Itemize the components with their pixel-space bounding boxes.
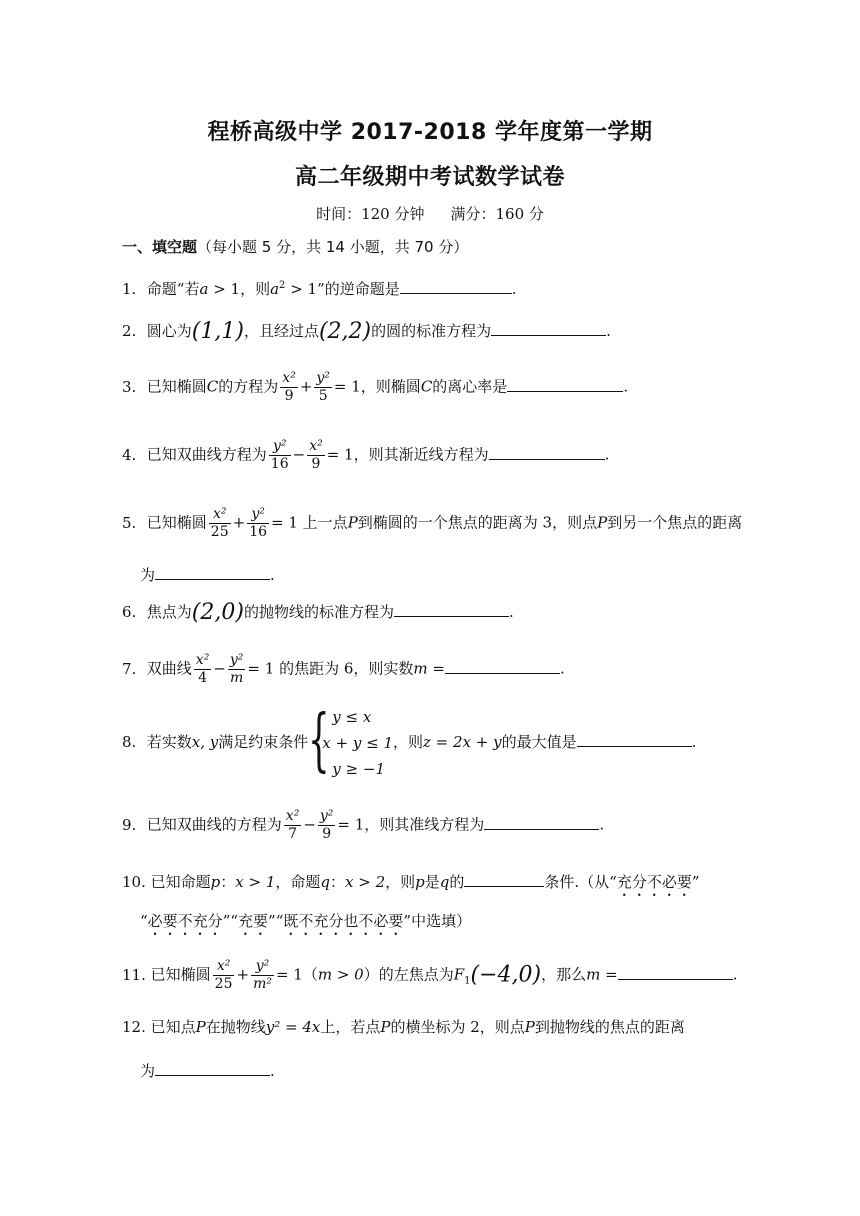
question-text: 在抛物线	[205, 1018, 266, 1036]
math-expr: x > 1	[235, 873, 276, 891]
fraction	[269, 438, 291, 473]
question-text: 已知椭圆	[150, 965, 211, 984]
fraction-denominator: 7	[288, 826, 298, 842]
fraction-numerator: x²	[282, 370, 296, 386]
answer-blank[interactable]	[577, 732, 692, 747]
constraint-line: y ≤ x	[332, 708, 372, 726]
math-var: F	[453, 965, 465, 984]
fraction-numerator: y²	[316, 370, 330, 386]
fraction-denominator: 5	[318, 388, 328, 404]
answer-blank[interactable]	[507, 377, 623, 392]
question-number: 6.	[122, 603, 137, 621]
fraction	[251, 958, 274, 993]
math-var: q	[320, 873, 331, 891]
math-var: P	[195, 1018, 206, 1036]
question-end: .	[508, 603, 514, 621]
fraction-numerator: x²	[195, 652, 210, 668]
question-text: ：	[220, 873, 236, 891]
constraint-line: x + y ≤ 1	[322, 734, 393, 752]
fraction-numerator: x²	[285, 808, 300, 824]
fraction-numerator: y²	[269, 438, 291, 456]
question-11	[122, 958, 738, 993]
math-var: a	[270, 280, 280, 298]
operator: −	[303, 815, 316, 834]
question-number: 11.	[122, 965, 146, 984]
question-text: 满足约束条件	[218, 733, 309, 751]
question-text: ，那么	[541, 965, 587, 984]
question-number: 1.	[122, 280, 137, 298]
math-var: p	[210, 873, 221, 891]
math-var: p	[415, 873, 425, 891]
question-text: ，且经过点	[243, 322, 319, 340]
math-var: P	[347, 513, 358, 532]
fraction-numerator: y²	[319, 808, 334, 824]
math-var: P	[380, 1018, 391, 1036]
fraction	[307, 438, 325, 473]
question-text: 圆心为	[146, 322, 192, 340]
fraction-denominator: 4	[198, 670, 208, 686]
math-var: P	[524, 1018, 535, 1036]
fraction-denominator: 9	[311, 456, 321, 472]
point-coord: (2,2)	[318, 319, 372, 344]
exam-title-line1: 程桥高级中学 2017-2018 学年度第一学期	[207, 120, 653, 145]
question-number: 8.	[122, 733, 137, 751]
answer-blank[interactable]	[618, 965, 733, 980]
question-text: 的抛物线的标准方程为	[243, 603, 394, 621]
question-number: 10.	[122, 873, 146, 891]
question-text: ”	[691, 873, 700, 891]
question-5-continued	[140, 564, 275, 585]
exam-score: 满分：160 分	[450, 205, 544, 223]
fraction-denominator: 16	[249, 524, 268, 540]
question-end: .	[511, 280, 517, 298]
question-text: 的离心率是	[432, 377, 508, 396]
math-var: C	[206, 377, 219, 396]
question-10-continued: “必要不充分”“充要”“既不充分也不必要”中选填）	[140, 912, 472, 930]
answer-blank[interactable]	[491, 321, 606, 336]
answer-blank[interactable]	[394, 602, 509, 617]
math-var: q	[439, 873, 450, 891]
question-5	[122, 506, 742, 541]
question-8	[122, 701, 697, 782]
question-4	[122, 438, 609, 473]
question-text: 命题“若	[146, 280, 200, 298]
question-text: = 1，则椭圆	[333, 377, 421, 396]
fraction	[213, 958, 235, 993]
section-label: 一、填空题	[122, 238, 198, 256]
exam-meta	[0, 203, 860, 224]
question-text: 双曲线	[146, 659, 192, 678]
question-text: 已知椭圆	[146, 377, 207, 396]
operator: +	[299, 377, 313, 396]
question-number: 3.	[122, 377, 137, 396]
section-note: （每小题 5 分，共 14 小题，共 70 分）	[197, 238, 469, 256]
question-text: 焦点为	[146, 603, 192, 621]
question-text: ，则	[385, 873, 416, 891]
question-text: ，则	[392, 733, 423, 751]
question-end: .	[604, 445, 610, 464]
question-text: 上，若点	[320, 1018, 381, 1036]
operator: −	[292, 445, 306, 464]
question-text: ：	[330, 873, 346, 891]
operator: =	[605, 965, 618, 984]
math-expr: y² = 4x	[265, 1018, 321, 1036]
question-end: .	[270, 1062, 275, 1080]
math-var: a	[199, 280, 209, 298]
question-end: .	[270, 566, 275, 584]
fraction	[284, 808, 302, 843]
operator: −	[213, 659, 226, 678]
question-text: = 1（	[275, 965, 318, 984]
question-text: 的横坐标为 2，则点	[390, 1018, 525, 1036]
question-number: 4.	[122, 445, 137, 464]
fraction	[314, 370, 332, 405]
option-text: 必要不充分	[147, 912, 223, 930]
exam-title-line2: 高二年级期中考试数学试卷	[294, 165, 565, 190]
math-var: x, y	[191, 733, 219, 751]
question-number: 9.	[122, 815, 137, 834]
question-text: 到椭圆的一个焦点的距离为 3，则点	[357, 513, 598, 532]
fraction-denominator: 9	[322, 826, 332, 842]
answer-blank[interactable]	[400, 279, 512, 294]
subscript: 1	[464, 975, 471, 987]
question-1: 1. 命题“若a > 1，则$a^2 > 1$”的逆命题是 .	[122, 280, 517, 298]
question-end: .	[559, 659, 565, 678]
math-var: P	[597, 513, 608, 532]
constraint-system	[308, 701, 393, 782]
question-text: = 1 上一点	[271, 513, 348, 532]
fraction-numerator: x²	[309, 438, 323, 454]
question-text: 已知双曲线方程为	[146, 445, 267, 464]
fraction	[318, 808, 336, 843]
fraction-denominator: m²	[253, 976, 272, 992]
constraint-line: y ≥ −1	[332, 760, 385, 778]
question-text: 已知点	[150, 1018, 196, 1036]
question-12-continued	[140, 1060, 275, 1081]
question-end: .	[623, 377, 629, 396]
question-end: .	[732, 965, 738, 984]
point-coord: (−4,0)	[470, 962, 542, 988]
question-number: 5.	[122, 513, 137, 532]
question-text: = 1 的焦距为 6，则实数	[247, 659, 414, 678]
math-expr: m > 0	[317, 965, 364, 984]
answer-blank[interactable]	[484, 815, 599, 830]
fraction	[228, 652, 246, 687]
answer-blank[interactable]	[489, 445, 605, 460]
option-text: 充要	[238, 912, 269, 930]
question-text: = 1，则其准线方程为	[337, 815, 485, 834]
fraction-numerator: x²	[213, 958, 235, 976]
question-text: 条件.（从“	[544, 873, 617, 891]
question-6	[122, 602, 514, 624]
question-text: 已知双曲线的方程为	[146, 815, 282, 834]
exam-time: 时间：120 分钟	[316, 205, 425, 223]
section-heading	[122, 236, 468, 257]
question-number: 12.	[122, 1018, 146, 1036]
answer-blank[interactable]	[445, 659, 560, 674]
question-7	[122, 652, 565, 687]
fraction	[194, 652, 212, 687]
question-end: .	[606, 322, 611, 340]
question-2	[122, 321, 611, 343]
fraction	[247, 506, 269, 541]
fraction-denominator: 25	[210, 524, 229, 540]
answer-blank[interactable]	[155, 1061, 270, 1076]
question-3	[122, 370, 628, 405]
question-text: 中选填）	[411, 912, 472, 930]
fraction-numerator: y²	[229, 652, 244, 668]
fraction-denominator: 9	[284, 388, 294, 404]
fraction-denominator: 25	[214, 976, 233, 992]
fraction	[209, 506, 231, 541]
option-text: 既不充分也不必要	[283, 912, 404, 930]
question-text: > 1”的逆命题是	[290, 280, 400, 298]
question-number: 2.	[122, 322, 137, 340]
question-text: 的最大值是	[501, 733, 577, 751]
question-end: .	[599, 815, 605, 834]
fraction-denominator: 16	[270, 456, 289, 472]
brace-icon: {	[308, 701, 330, 780]
question-text: 已知椭圆	[146, 513, 207, 532]
question-end: .	[691, 733, 697, 751]
fraction-numerator: x²	[209, 506, 231, 524]
question-text: 为	[140, 566, 156, 584]
math-var: m	[413, 659, 428, 678]
answer-blank[interactable]	[155, 565, 270, 580]
question-text: 的圆的标准方程为	[371, 322, 492, 340]
question-text: 为	[140, 1062, 156, 1080]
question-text: 到抛物线的焦点的距离	[534, 1018, 685, 1036]
math-var: m	[586, 965, 601, 984]
point-coord: (1,1)	[191, 319, 244, 344]
question-text: ，命题	[275, 873, 321, 891]
question-12	[122, 1020, 685, 1035]
math-expr: x > 2	[345, 873, 386, 891]
fraction-numerator: y²	[251, 958, 274, 976]
operator: =	[432, 659, 445, 678]
math-expr: z = 2x + y	[423, 733, 502, 751]
operator: +	[236, 965, 250, 984]
question-9	[122, 808, 604, 843]
fraction-denominator: m	[230, 670, 244, 686]
math-var: C	[420, 377, 433, 396]
question-text: 已知命题	[150, 873, 211, 891]
question-10	[122, 872, 700, 900]
question-text: 到另一个焦点的距离	[607, 513, 743, 532]
question-text: = 1，则其渐近线方程为	[326, 445, 489, 464]
question-text: 的	[449, 873, 465, 891]
fraction-numerator: y²	[247, 506, 269, 524]
question-text: 是	[424, 873, 440, 891]
question-text: > 1，则	[213, 280, 271, 298]
question-text: ）的左焦点为	[363, 965, 454, 984]
question-text: 若实数	[146, 733, 192, 751]
option-text: 充分不必要	[616, 873, 692, 891]
point-coord: (2,0)	[191, 600, 244, 625]
answer-blank[interactable]	[464, 872, 544, 887]
question-text: 的方程为	[218, 377, 279, 396]
question-number: 7.	[122, 659, 137, 678]
fraction	[280, 370, 298, 405]
operator: +	[232, 513, 246, 532]
